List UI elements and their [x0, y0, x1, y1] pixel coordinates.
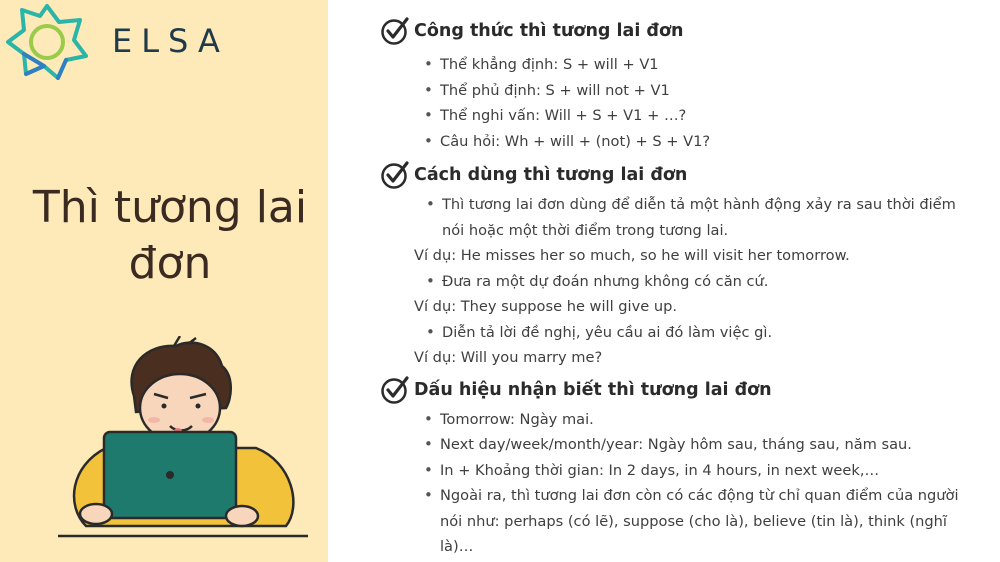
left-panel [0, 0, 328, 562]
list-item: • Thể khẳng định: S + will + V1 [378, 52, 988, 78]
brand-name: ELSA [112, 22, 229, 60]
content-panel [378, 14, 988, 560]
list-item: • Thì tương lai đơn dùng để diễn tả một hành động xảy ra sau thời điểm nói hoặc một thời điểm trong tương lai. [378, 192, 988, 243]
section-heading-signs [378, 373, 988, 407]
check-circle-icon [380, 375, 410, 405]
check-circle-icon [380, 16, 410, 46]
section-heading-formula [378, 14, 988, 48]
heading-text: Dấu hiệu nhận biết thì tương lai đơn [414, 379, 772, 400]
check-circle-icon [380, 160, 410, 190]
list-item: • Đưa ra một dự đoán nhưng không có căn cứ. [378, 269, 988, 295]
list-item: • Câu hỏi: Wh + will + (not) + S + V1? [378, 129, 988, 155]
example-text: Ví dụ: He misses her so much, so he will visit her tomorrow. [414, 247, 850, 264]
heading-text: Công thức thì tương lai đơn [414, 21, 684, 41]
example-text: Ví dụ: They suppose he will give up. [414, 298, 678, 315]
heading-text: Cách dùng thì tương lai đơn [414, 165, 688, 185]
list-item: • Tomorrow: Ngày mai. [378, 407, 988, 433]
list-item: • In + Khoảng thời gian: In 2 days, in 4 hours, in next week,… [378, 458, 988, 484]
list-item: • Diễn tả lời đề nghị, yêu cầu ai đó làm việc gì. [378, 320, 988, 346]
section-heading-usage [378, 158, 988, 192]
list-item: • Thể phủ định: S + will not + V1 [378, 78, 988, 104]
usage-list [378, 192, 988, 243]
elsa-star-icon [4, 2, 90, 80]
usage-list-3 [378, 320, 988, 346]
list-item: • Thể nghi vấn: Will + S + V1 + …? [378, 103, 988, 129]
signs-list [378, 407, 988, 560]
list-item: • Ngoài ra, thì tương lai đơn còn có các động từ chỉ quan điểm của người nói như: perhaps (có lẽ), suppose (cho là), believe (tin là), think (nghĩ là)… [378, 483, 988, 560]
page-title: Thì tương lai đơn [32, 182, 308, 289]
formula-list [378, 52, 988, 154]
usage-list-2 [378, 269, 988, 295]
example-text: Ví dụ: Will you marry me? [414, 349, 603, 366]
student-with-laptop-illustration [56, 336, 310, 548]
elsa-logo [4, 2, 244, 80]
list-item: • Next day/week/month/year: Ngày hôm sau, tháng sau, năm sau. [378, 432, 988, 458]
